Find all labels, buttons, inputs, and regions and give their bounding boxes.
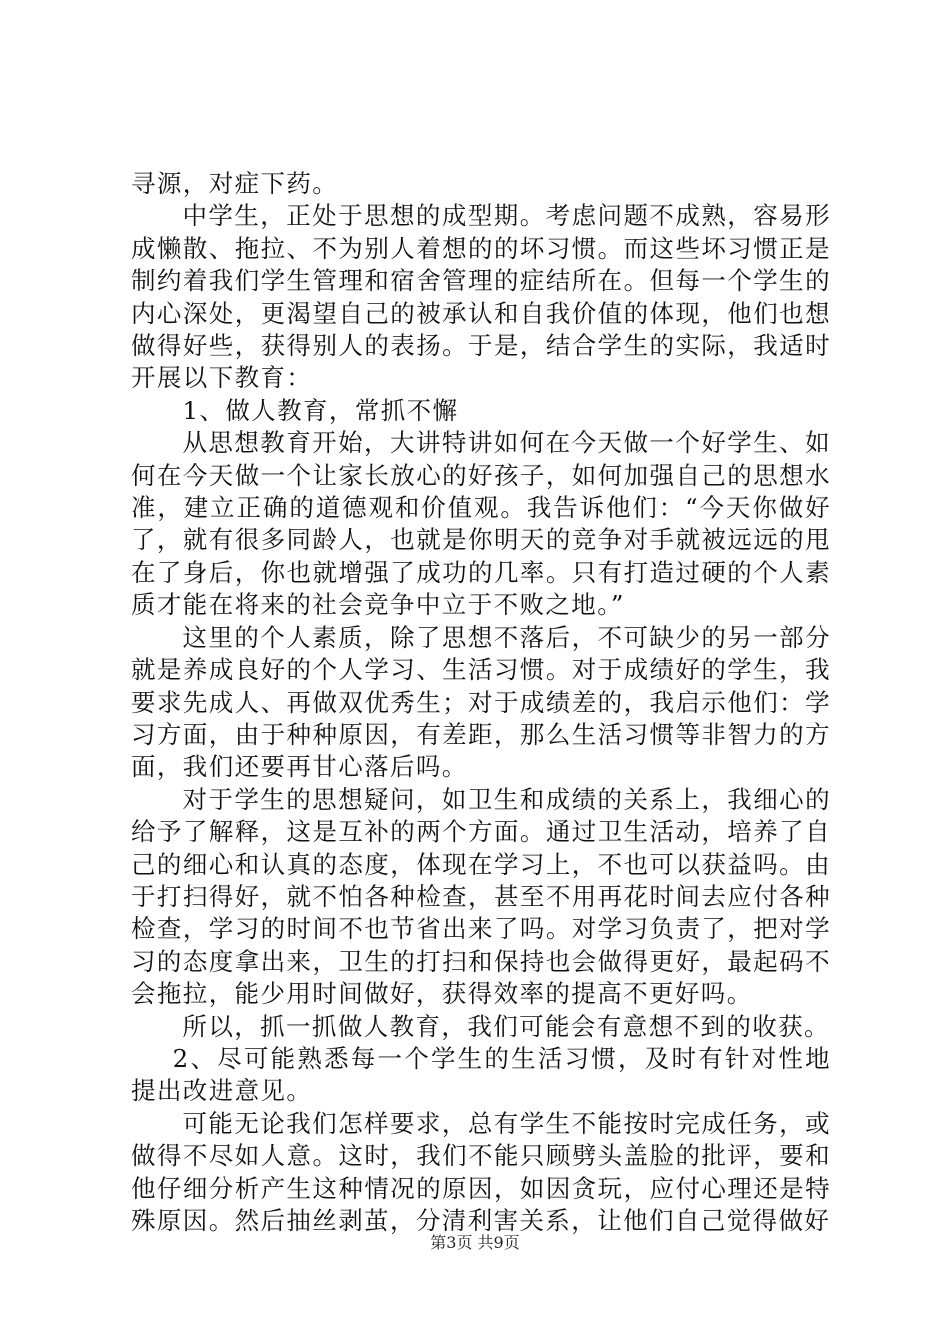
section-heading-1: 1、做人教育，常抓不懈 <box>182 395 459 425</box>
paragraph-intro: 中学生，正处于思想的成型期。考虑问题不成熟，容易形成懒散、拖拉、不为别人着想的的坏习惯。而这些坏习惯正是制约着我们学生管理和宿舍管理的症结所在。但每一个学生的内心深处，更渴望自己的被承认和自我价值的体现，他们也想做得好些，获得别人的表扬。于是，结合学生的实际，我适时开展以下教育： <box>131 201 831 393</box>
paragraph-conclusion: 所以，抓一抓做人教育，我们可能会有意想不到的收获。 <box>182 1011 830 1041</box>
paragraph-thought-education: 从思想教育开始，大讲特讲如何在今天做一个好学生、如何在今天做一个让家长放心的好孩子，如何加强自己的思想水准，建立正确的道德观和价值观。我告诉他们：“今天你做好了，就有很多同龄人，也就是你明天的竞争对手就被远远的甩在了身后，你也就增强了成功的几率。只有打造过硬的个人素质才能在将来的社会竞争中立于不败之地。” <box>131 428 831 620</box>
paragraph-analysis: 可能无论我们怎样要求，总有学生不能按时完成任务，或做得不尽如人意。这时，我们不能只顾劈头盖脸的批评，要和他仔细分析产生这种情况的原因，如因贪玩，应付心理还是特殊原因。然后抽丝剥茧，分清利害关系，让他们自己觉得做好 <box>131 1108 831 1235</box>
paragraph-personal-quality: 这里的个人素质，除了思想不落后，不可缺少的另一部分就是养成良好的个人学习、生活习惯。对于成绩好的学生，我要求先成人、再做双优秀生；对于成绩差的，我启示他们：学习方面，由于种种原因，有差距，那么生活习惯等非智力的方面，我们还要再甘心落后吗。 <box>131 622 831 782</box>
paragraph-continuation: 寻源，对症下药。 <box>131 169 339 198</box>
document-body <box>131 168 831 1237</box>
paragraph-hygiene-grades: 对于学生的思想疑问，如卫生和成绩的关系上，我细心的给予了解释，这是互补的两个方面。通过卫生活动，培养了自己的细心和认真的态度，体现在学习上，不也可以获益吗。由于打扫得好，就不怕各种检查，甚至不用再花时间去应付各种检查，学习的时间不也节省出来了吗。对学习负责了，把对学习的态度拿出来，卫生的打扫和保持也会做得更好，最起码不会拖拉，能少用时间做好，获得效率的提高不更好吗。 <box>131 784 831 1009</box>
page-number-footer: 第3页 共9页 <box>430 1233 520 1252</box>
section-heading-2: 2、尽可能熟悉每一个学生的生活习惯，及时有针对性地提出改进意见。 <box>131 1043 831 1106</box>
